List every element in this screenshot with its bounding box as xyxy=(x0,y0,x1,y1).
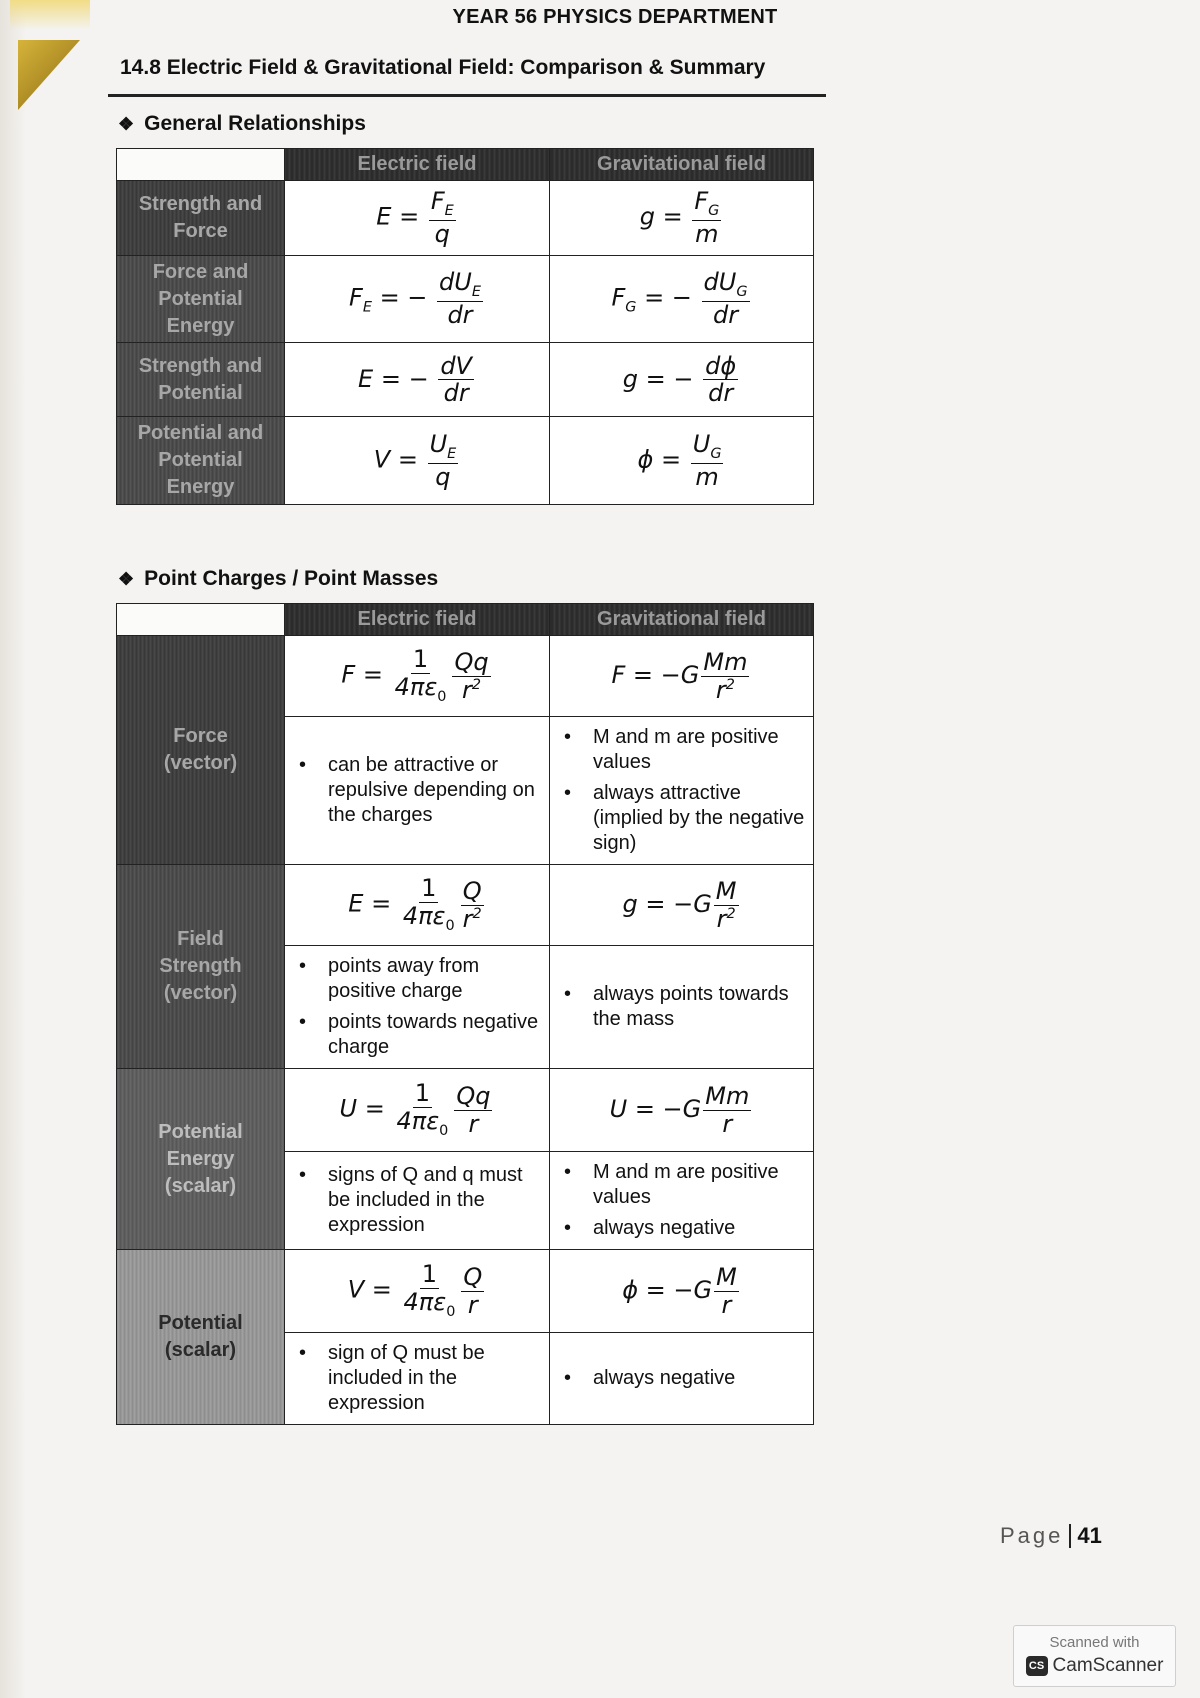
eq-g-force: g = $\frac{F_G}{m}$ xyxy=(550,181,814,256)
header-electric: Electric field xyxy=(285,604,550,636)
scanner-brand xyxy=(1014,1655,1175,1677)
page-number-value: 41 xyxy=(1077,1523,1102,1548)
eq-electric-pe: U = $\frac{1}{4\pi\varepsilon_0}$ $\frac{Qq}{r}$ xyxy=(285,1069,550,1152)
list-item: • always negative xyxy=(560,1216,805,1241)
eq-fe-du: $F_E$ = − $\frac{dU_E}{dr}$ xyxy=(285,256,550,343)
list-item: • M and m are positive values xyxy=(560,1160,805,1210)
eq-fg-du: $F_G$ = − $\frac{dU_G}{dr}$ xyxy=(550,256,814,343)
row-label-force-pe: Force and Potential Energy xyxy=(117,256,285,343)
general-heading xyxy=(118,112,366,136)
eq-grav-potential: ϕ = −G $\frac{M}{r}$ xyxy=(550,1250,814,1333)
department-title: YEAR 56 PHYSICS DEPARTMENT xyxy=(452,6,778,28)
electric-field-notes xyxy=(285,946,550,1069)
eq-e-force: E = $\frac{F_E}{q}$ xyxy=(285,181,550,256)
row-label-force: Force (vector) xyxy=(117,636,285,865)
row-label-field-strength: Field Strength (vector) xyxy=(117,865,285,1069)
list-item: • sign of Q must be included in the expression xyxy=(295,1341,541,1416)
grav-pe-notes xyxy=(550,1152,814,1250)
grav-potential-notes xyxy=(550,1333,814,1425)
eq-g-dphi: g = − $\frac{d\phi}{dr}$ xyxy=(550,343,814,417)
row-label-strength-force: Strength and Force xyxy=(117,181,285,256)
list-item: • always negative xyxy=(560,1366,805,1391)
diamond-icon: ❖ xyxy=(118,569,135,589)
row-label-potential-energy: Potential Energy (scalar) xyxy=(117,1069,285,1250)
row-label-strength-potential: Strength and Potential xyxy=(117,343,285,417)
list-item: • can be attractive or repulsive depending on the charges xyxy=(295,753,541,828)
header-electric: Electric field xyxy=(285,149,550,181)
eq-electric-potential: V = $\frac{1}{4\pi\varepsilon_0}$ $\frac{Q}{r}$ xyxy=(285,1250,550,1333)
list-item: • signs of Q and q must be included in the expression xyxy=(295,1163,541,1238)
corner-tab xyxy=(18,40,80,110)
general-relationships-table xyxy=(116,148,814,505)
page-word: Page xyxy=(1000,1523,1064,1548)
row-label-potential-pe: Potential and Potential Energy xyxy=(117,417,285,505)
electric-potential-notes xyxy=(285,1333,550,1425)
list-item: • M and m are positive values xyxy=(560,725,805,775)
camscanner-icon: CS xyxy=(1026,1656,1048,1676)
point-heading-text: Point Charges / Point Masses xyxy=(144,567,439,590)
eq-v-ue: V = $\frac{U_E}{q}$ xyxy=(285,417,550,505)
section-title: 14.8 Electric Field & Gravitational Field: Comparison & Summary xyxy=(120,56,766,79)
list-item: • always attractive (implied by the negative sign) xyxy=(560,781,805,856)
page-divider xyxy=(1069,1524,1071,1548)
list-item: • points away from positive charge xyxy=(295,954,541,1004)
scanner-top-text: Scanned with xyxy=(1049,1634,1140,1651)
grav-field-notes xyxy=(550,946,814,1069)
header-gravitational: Gravitational field xyxy=(550,604,814,636)
general-heading-text: General Relationships xyxy=(144,112,366,135)
eq-grav-pe: U = −G $\frac{Mm}{r}$ xyxy=(550,1069,814,1152)
list-item: • always points towards the mass xyxy=(560,982,805,1032)
grav-force-notes xyxy=(550,717,814,865)
point-charges-table xyxy=(116,603,814,1425)
eq-grav-field: g = −G $\frac{M}{r^2}$ xyxy=(550,865,814,946)
list-item: • points towards negative charge xyxy=(295,1010,541,1060)
eq-phi-ug: ϕ = $\frac{U_G}{m}$ xyxy=(550,417,814,505)
diamond-icon: ❖ xyxy=(118,114,135,134)
page-number xyxy=(1000,1523,1102,1549)
point-heading xyxy=(118,567,438,591)
table-corner xyxy=(117,149,285,181)
eq-newton-force: F = −G $\frac{Mm}{r^2}$ xyxy=(550,636,814,717)
eq-e-dv: E = − $\frac{dV}{dr}$ xyxy=(285,343,550,417)
page-shadow xyxy=(0,0,26,1698)
electric-force-notes xyxy=(285,717,550,865)
scanner-brand-text: CamScanner xyxy=(1052,1655,1164,1676)
scanner-watermark xyxy=(1013,1625,1176,1687)
eq-coulomb-force: F = $\frac{1}{4\pi\varepsilon_0}$ $\frac{Qq}{r^2}$ xyxy=(285,636,550,717)
eq-electric-field: E = $\frac{1}{4\pi\varepsilon_0}$ $\frac{Q}{r^2}$ xyxy=(285,865,550,946)
electric-pe-notes xyxy=(285,1152,550,1250)
title-rule xyxy=(108,94,826,97)
header-gravitational: Gravitational field xyxy=(550,149,814,181)
table-corner xyxy=(117,604,285,636)
row-label-potential: Potential (scalar) xyxy=(117,1250,285,1425)
